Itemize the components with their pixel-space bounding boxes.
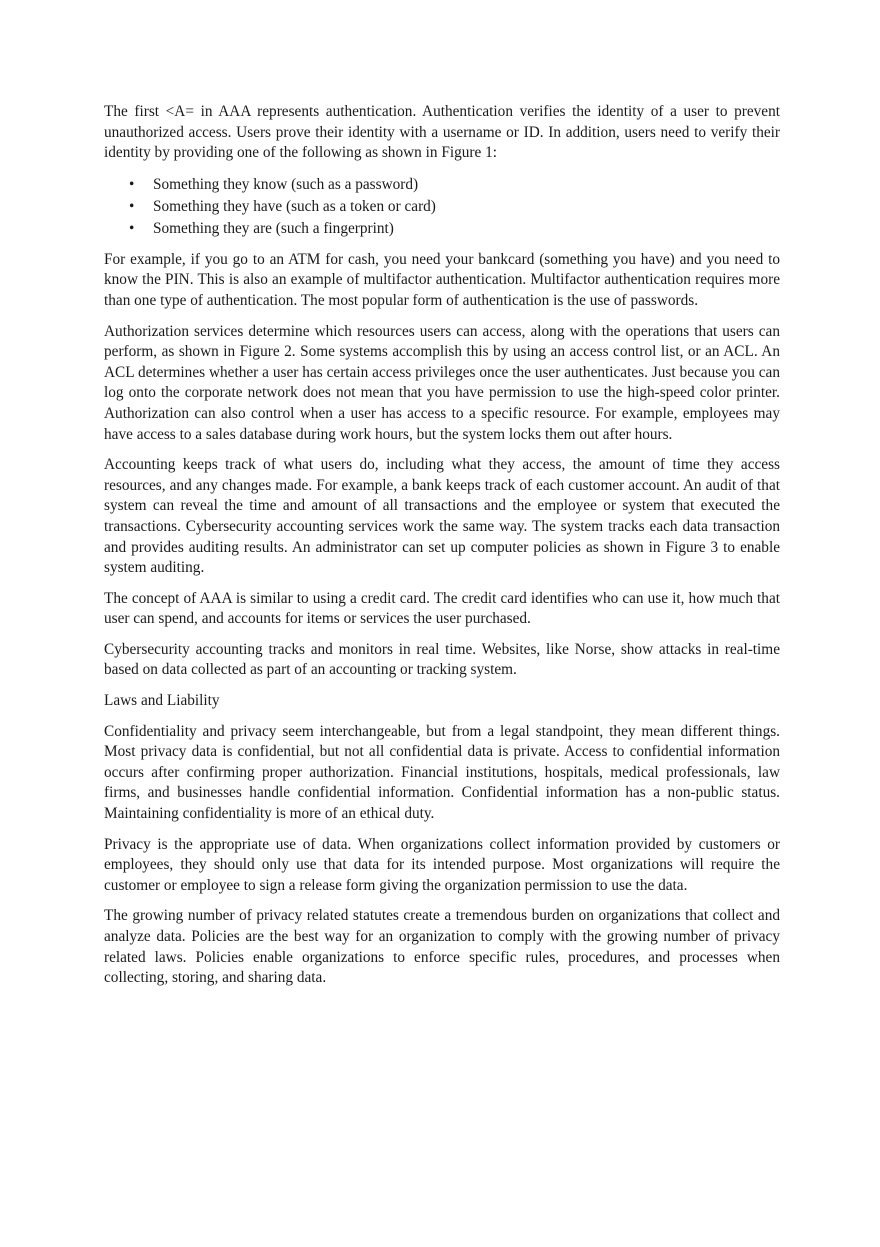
paragraph-atm-example: For example, if you go to an ATM for cash, you need your bankcard (something you have) and you need to know the PIN. This is also an example of multifactor authentication. Multifactor authentication requires more than one type of authentication. The most popular form of authentication is the use of passwords. <box>104 250 780 309</box>
paragraph-privacy: Privacy is the appropriate use of data. When organizations collect information provided by customers or employees, they should only use that data for its intended purpose. Most organizations will require the customer or employee to sign a release form giving the organization permission to use the data. <box>104 835 780 894</box>
paragraph-credit-card: The concept of AAA is similar to using a credit card. The credit card identifies who can use it, how much that user can spend, and accounts for items or services the user purchased. <box>104 589 780 628</box>
list-item <box>104 196 780 218</box>
authentication-factors-list <box>104 174 780 240</box>
list-item-text: Something they are (such a fingerprint) <box>153 219 394 237</box>
document-page <box>104 102 780 999</box>
paragraph-accounting: Accounting keeps track of what users do, including what they access, the amount of time they access resources, and any changes made. For example, a bank keeps track of each customer account. An audit of that system can reveal the time and amount of all transactions and the employee or system that executed the transactions. Cybersecurity accounting services work the same way. The system tracks each data transaction and provides auditing results. An administrator can set up computer policies as shown in Figure 3 to enable system auditing. <box>104 456 780 577</box>
paragraph-authorization: Authorization services determine which resources users can access, along with the operations that users can perform, as shown in Figure 2. Some systems accomplish this by using an access control list, or an ACL. An ACL determines whether a user has certain access privileges once the user authenticates. Just because you can log onto the corporate network does not mean that you have permission to use the high-speed color printer. Authorization can also control when a user has access to a specific resource. For example, employees may have access to a sales database during work hours, but the system locks them out after hours. <box>104 322 780 443</box>
paragraph-authentication-intro: The first <A= in AAA represents authentication. Authentication verifies the identity of a user to prevent unauthorized access. Users prove their identity with a username or ID. In addition, users need to verify their identity by providing one of the following as shown in Figure 1: <box>104 103 780 162</box>
bullet-icon: • <box>129 197 135 215</box>
section-heading-laws: Laws and Liability <box>104 692 220 710</box>
paragraph-realtime-tracking: Cybersecurity accounting tracks and monitors in real time. Websites, like Norse, show attacks in real-time based on data collected as part of an accounting or tracking system. <box>104 640 780 679</box>
paragraph-privacy-statutes: The growing number of privacy related statutes create a tremendous burden on organizations that collect and analyze data. Policies are the best way for an organization to comply with the growing number of privacy related laws. Policies enable organizations to enforce specific rules, procedures, and processes when collecting, storing, and sharing data. <box>104 907 780 987</box>
bullet-icon: • <box>129 219 135 237</box>
bullet-icon: • <box>129 175 135 193</box>
list-item-text: Something they have (such as a token or card) <box>153 197 436 215</box>
paragraph-confidentiality: Confidentiality and privacy seem interchangeable, but from a legal standpoint, they mean different things. Most privacy data is confidential, but not all confidential data is private. Access to confidential information occurs after confirming proper authorization. Financial institutions, hospitals, medical professionals, law firms, and businesses handle confidential information. Confidential information has a non-public status. Maintaining confidentiality is more of an ethical duty. <box>104 722 780 823</box>
list-item-text: Something they know (such as a password) <box>153 175 419 193</box>
list-item <box>104 174 780 196</box>
list-item <box>104 218 780 240</box>
